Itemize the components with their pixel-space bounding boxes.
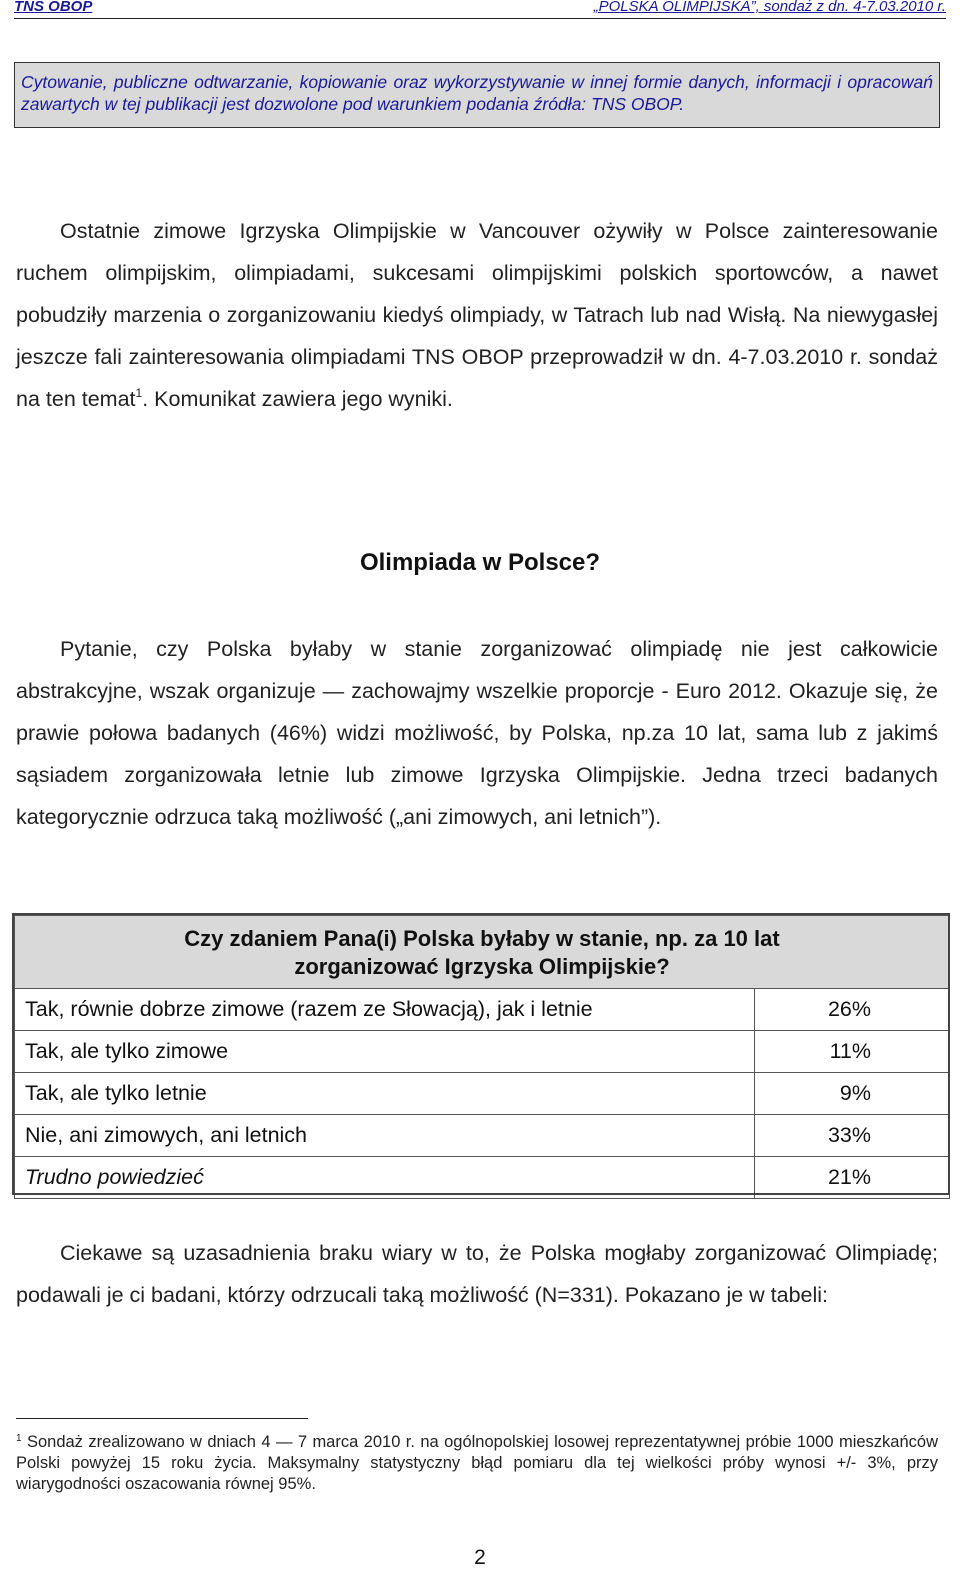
table-question [15, 916, 950, 989]
table-row [15, 1115, 950, 1157]
footnote-ref: 1 [135, 386, 143, 400]
table-row-value: 21% [755, 1157, 950, 1199]
section-paragraph-text: Pytanie, czy Polska byłaby w stanie zorganizować olimpiadę nie jest całkowicie abstrakcyjne, wszak organizuje — zachowajmy wszelkie proporcje - Euro 2012. Okazuje się, że prawie połowa badanych (46%) widzi możliwość, by Polska, np.za 10 lat, sama lub z jakimś sąsiadem zorganizowała letnie lub zimowe Igrzyska Olimpijskie. Jedna trzeci badanych kategorycznie odrzuca taką możliwość („ani zimowych, ani letnich”). [16, 637, 938, 829]
footnote-text: Sondaż zrealizowano w dniach 4 — 7 marca 2010 r. na ogólnopolskiej losowej reprezentatywnej próbie 1000 mieszkańców Polski powyżej 15 roku życia. Maksymalny statystyczny błąd pomiaru dla tej wielkości próby wynosi +/- 3%, przy wiarygodności oszacowania równej 95%. [16, 1433, 938, 1493]
table-row [15, 989, 950, 1031]
closing-paragraph [16, 1232, 938, 1316]
footnote [16, 1432, 938, 1495]
closing-paragraph-text: Ciekawe są uzasadnienia braku wiary w to, że Polska mogłaby zorganizować Olimpiadę; podawali je ci badani, którzy odrzucali taką możliwość (N=331). Pokazano je w tabeli: [16, 1241, 938, 1307]
table-row [15, 1031, 950, 1073]
intro-text-end: . Komunikat zawiera jego wyniki. [142, 387, 453, 411]
results-table [14, 915, 950, 1199]
table-row-label: Tak, ale tylko letnie [15, 1073, 755, 1115]
intro-text: Ostatnie zimowe Igrzyska Olimpijskie w Vancouver ożywiły w Polsce zainteresowanie ruchem olimpijskim, olimpiadami, sukcesami olimpijskimi polskich sportowców, a nawet pobudziły marzenia o zorganizowaniu kiedyś olimpiady, w Tatrach lub nad Wisłą. Na niewygasłej jeszcze fali zainteresowania olimpiadami TNS OBOP przeprowadził w dn. 4-7.03.2010 r. sondaż na ten temat [16, 219, 938, 411]
footnote-separator [16, 1418, 308, 1419]
table-row-label: Tak, równie dobrze zimowe (razem ze Słowacją), jak i letnie [15, 989, 755, 1031]
table-row-value: 33% [755, 1115, 950, 1157]
page-number: 2 [474, 1546, 486, 1569]
table-header-row [15, 916, 950, 989]
table-row [15, 1157, 950, 1199]
table-row [15, 1073, 950, 1115]
table-row-value: 11% [755, 1031, 950, 1073]
table-row-value: 26% [755, 989, 950, 1031]
intro-paragraph [16, 210, 938, 420]
table-row-value: 9% [755, 1073, 950, 1115]
table-row-label: Tak, ale tylko zimowe [15, 1031, 755, 1073]
section-paragraph [16, 628, 938, 838]
section-heading: Olimpiada w Polsce? [359, 549, 601, 576]
header-right: „POLSKA OLIMPIJSKA”, sondaż z dn. 4-7.03.2010 r. [593, 0, 946, 15]
table-question-line2: zorganizować Igrzyska Olimpijskie? [294, 954, 670, 979]
page-header [14, 0, 946, 19]
header-left: TNS OBOP [14, 0, 93, 15]
citation-notice: Cytowanie, publiczne odtwarzanie, kopiowanie oraz wykorzystywanie w innej formie danych, informacji i opracowań zawartych w tej publikacji jest dozwolone pod warunkiem podania źródła: TNS OBOP. [14, 62, 940, 128]
footnote-marker: 1 [16, 1433, 22, 1444]
table-question-line1: Czy zdaniem Pana(i) Polska byłaby w stanie, np. za 10 lat [184, 926, 780, 951]
table-row-label: Trudno powiedzieć [15, 1157, 755, 1199]
table-row-label: Nie, ani zimowych, ani letnich [15, 1115, 755, 1157]
